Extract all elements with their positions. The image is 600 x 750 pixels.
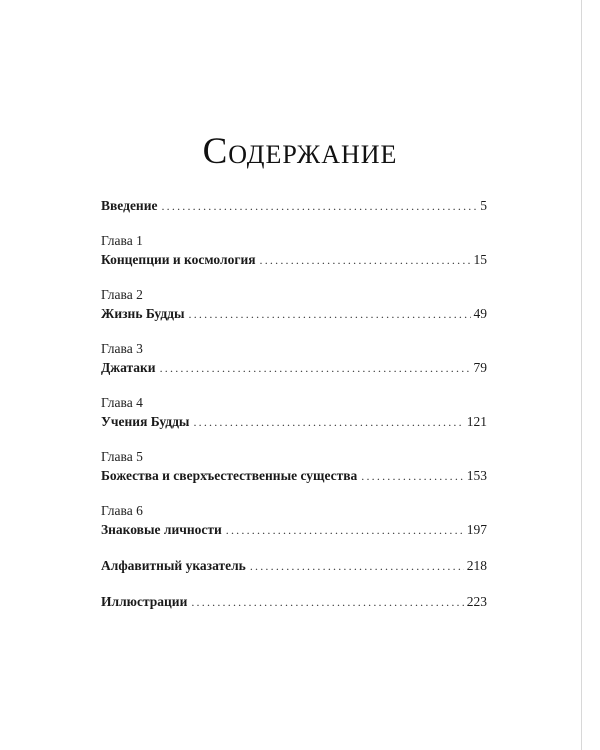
toc-entry-chapter-1[interactable] <box>101 232 487 270</box>
toc-entry-title: Концепции и космология <box>101 252 256 267</box>
toc-line <box>101 358 487 378</box>
toc-line <box>101 466 487 486</box>
toc-entry-chapter-6[interactable] <box>101 502 487 540</box>
toc-entry-title: Джатаки <box>101 360 156 375</box>
toc-page-number: 197 <box>466 522 487 537</box>
toc-entry-title: Учения Будды <box>101 414 190 429</box>
toc-line <box>101 592 487 612</box>
toc-page-number: 79 <box>473 360 487 375</box>
toc-page-number: 5 <box>480 198 487 213</box>
dot-leader <box>193 412 463 432</box>
dot-leader <box>361 466 463 486</box>
toc-entry-chapter-3[interactable] <box>101 340 487 378</box>
page-title: Содержание <box>202 131 398 172</box>
chapter-label: Глава 6 <box>101 503 143 518</box>
toc-line <box>101 250 487 270</box>
dot-leader <box>189 304 471 324</box>
toc-entry-chapter-5[interactable] <box>101 448 487 486</box>
chapter-label: Глава 4 <box>101 395 143 410</box>
dot-leader <box>160 358 471 378</box>
toc-line <box>101 304 487 324</box>
toc-entry-title: Божества и сверхъестественные существа <box>101 468 358 483</box>
toc-entry-title: Алфавитный указатель <box>101 558 246 573</box>
toc-page-number: 49 <box>473 306 487 321</box>
toc-page-number: 223 <box>466 594 487 609</box>
toc-page-number: 153 <box>466 468 487 483</box>
dot-leader <box>260 250 471 270</box>
toc-entry-introduction[interactable] <box>101 196 487 216</box>
toc-line <box>101 520 487 540</box>
toc-page-number: 15 <box>473 252 487 267</box>
chapter-label: Глава 2 <box>101 287 143 302</box>
toc-line <box>101 196 487 216</box>
page-edge <box>581 0 582 750</box>
toc-line <box>101 412 487 432</box>
toc-entry-title: Жизнь Будды <box>101 306 185 321</box>
chapter-label: Глава 3 <box>101 341 143 356</box>
chapter-label: Глава 5 <box>101 449 143 464</box>
toc-entry-title: Знаковые личности <box>101 522 222 537</box>
dot-leader <box>161 196 477 216</box>
toc-line <box>101 556 487 576</box>
dot-leader <box>191 592 463 612</box>
toc-entry-title: Введение <box>101 198 158 213</box>
dot-leader <box>226 520 464 540</box>
table-of-contents <box>101 196 487 612</box>
dot-leader <box>250 556 464 576</box>
toc-page-number: 218 <box>466 558 487 573</box>
chapter-label: Глава 1 <box>101 233 143 248</box>
toc-entry-chapter-4[interactable] <box>101 394 487 432</box>
toc-entry-index[interactable] <box>101 556 487 576</box>
toc-page-number: 121 <box>466 414 487 429</box>
toc-entry-chapter-2[interactable] <box>101 286 487 324</box>
toc-entry-illustrations[interactable] <box>101 592 487 612</box>
toc-entry-title: Иллюстрации <box>101 594 188 609</box>
